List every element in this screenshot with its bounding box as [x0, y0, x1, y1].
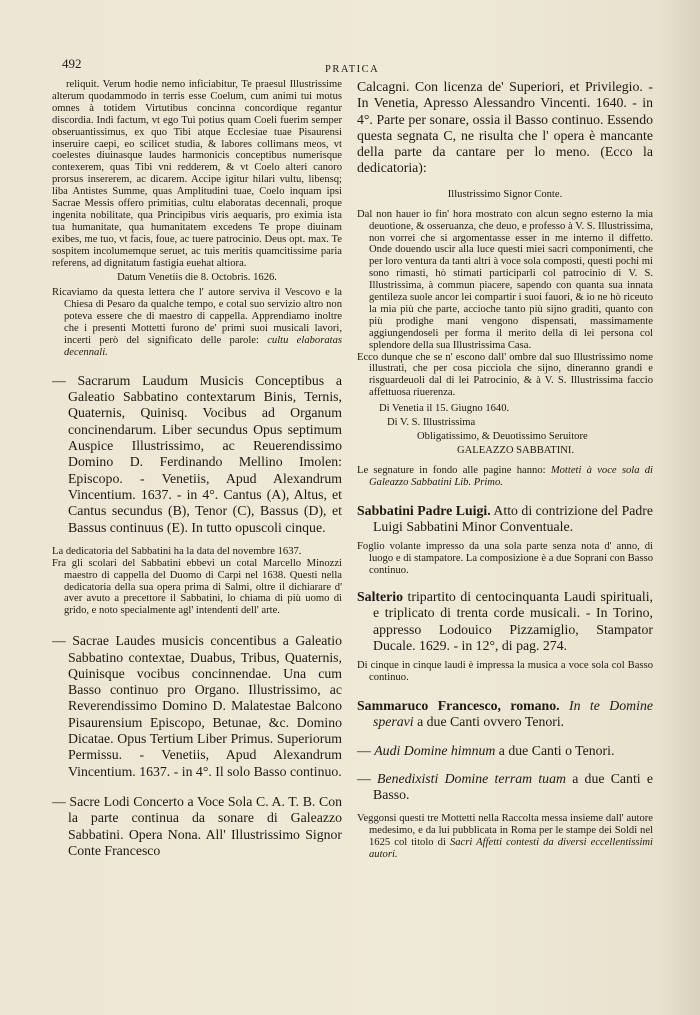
entry-audi-domine [357, 743, 653, 759]
dedication-closing-title: Obligatissimo, & Deuotissimo Seruitore [417, 431, 588, 442]
entry-sacre-lodi: — Sacre Lodi Concerto a Voce Sola C. A. T. B. Con la parte continua da sonare di Galeazzo Sabbatini. Opera Nona. All' Illustrissimo Signor Conte Francesco [52, 793, 342, 858]
latin-letter-date: Datum Venetiis die 8. Octobris. 1626. [117, 271, 277, 283]
dedication-signature: GALEAZZO SABBATINI. [457, 444, 575, 456]
note-letter-commentary [52, 287, 342, 358]
entry-sammaruco-text: a due Canti ovvero Tenori. [413, 714, 565, 730]
left-column [52, 79, 342, 859]
note-sacri-affetti-main: Veggonsi questi tre Mottetti nella Raccolta messa insieme dall' autore medesimo, e da lui pubblicata in Roma per le stampe dei Soldi nel 1625 col titolo di [357, 813, 653, 849]
entry-salterio-text: tripartito di centocinquanta Laudi spirituali, e triplicato di trenta corde musicali. - In Torino, appresso Lodouico Pizzamiglio, Stampator Ducale. 1629. - in 12°, di pag. 274. [373, 588, 653, 653]
entry-benedixisti-dash: — [357, 770, 371, 786]
entry-sammaruco-heading: Sammaruco Francesco, romano. [357, 697, 560, 713]
entry-benedixisti-text: a due Canti e Basso. [373, 770, 653, 803]
right-column [357, 79, 653, 861]
entry-sacrae-laudes: — Sacrae Laudes musicis concentibus a Galeatio Sabbatino contextae, Duabus, Tribus, Quaternis, Quinisque vocibus concinnendae. Una cum Basso continuo pro Organo. Illustrissimo, ac Reverendissimo Domino D. Malatestae Balcono Pisaurensium Episcopo, Betunae, &c. Domino Dicatae. Opus Tertium Liber Primus. Superiorum Permissu. - Venetiis, Apud Alexandrum Vincentium. 1637. - in 4°. Il solo Basso continuo. [52, 633, 342, 779]
note-letter-commentary-quote: cultu elaboratas decennali. [64, 335, 342, 358]
dedication-closing: Di V. S. Illustrissima [387, 417, 476, 429]
page-number: 492 [62, 56, 82, 71]
note-letter-commentary-main: Ricaviamo da questa lettera che l' autore serviva il Vescovo e la Chiesa di Pesaro da qualche tempo, e cotal suo servizio altro non poteva essere che di maestro di cappella. Apprendiamo inoltre che i presenti Mottetti furono de' primi suoi musicali lavori, incerti però del significato delle parole: [52, 287, 342, 347]
entry-audi-domine-text: a due Canti o Tenori. [495, 742, 615, 758]
entry-sabbatini-luigi-text: Atto di contrizione del Padre Luigi Sabbatini Minor Conventuale. [373, 502, 653, 534]
entry-sabbatini-luigi-heading: Sabbatini Padre Luigi. [357, 502, 491, 518]
entry-audi-domine-dash: — [357, 742, 371, 758]
entry-benedixisti [357, 771, 653, 804]
entry-sacrarum-laudum: — Sacrarum Laudum Musicis Conceptibus a Galeatio Sabbatino contextarum Binis, Ternis, Quaternis, Quinisq. Vocibus ad Organum concinendarum. Liber secundus Opus septimum Auspice Illustrissimo, ac Reuerendissimo Domino D. Ferdinando Mellino Imolen: Episcopo. - Venetiis, Apud Alexandrum Vincentium. 1637. - in 4°. Cantus (A), Altus, et Cantus secundus (B), Tenor (C), Bassus (D), et Bassus continuus (E). In tutto opuscoli cinque. [52, 372, 342, 535]
note-sabbatini-luigi: Foglio volante impresso da una sola parte senza nota d' anno, di luogo e di stampatore. La composizione è a due Soprani con Basso continuo. [357, 541, 653, 577]
entry-sammaruco [357, 698, 653, 731]
dedication-letter-paragraph-2: Ecco dunque che se n' escono dall' ombre dal suo Illustrissimo nome illustrati, che per cosa picciola che sijno, dineranno grandi e risguardeuoli dal di lei Patrocinio, & à V. S. Illustrissima faccio affettuosa riuerenza. [357, 351, 653, 399]
note-signatures [357, 465, 653, 489]
note-salterio: Di cinque in cinque laudi è impressa la musica a voce sola col Basso continuo. [357, 660, 653, 684]
latin-letter-text: reliquit. Verum hodie nemo inficiabitur, Te praesul Illustrissime alterum quodammodo in terris esse Coelum, cum animi tui motus omnes à totidem Virtutibus concinna concordique regantur discordia. Indi factum, vt ego Tui potius quam Coeli fuerim semper obseruantissimus, ex quo Tibi atque Ecclesiae tuae Pisaurensi inseruire caepi, eo scilicet studia, & labores collimans meos, vt coelestes diuinasque laudes harmonicis conceptibus numerisque contexerem, quas Tibi vni redderem, & vt Coelo alteri canoro prorsus insererem, ac dicarem. Accipe igitur hilari vultu, libensq; liba Antistes Summe, quas Amplitudini tuae, Coelo inquam ipsi Sacrae Messis offero primitias, cultu elaboratas decennali, proque ingenita nobilitate, qua Principibus viris aequaris, pro eximia ista tua humanitate, qua humanitatem excedens Te prope diuinam exibes, me tuo, vt facis, foue, ac tuere patrocinio. Deus opt. max. Te sospitem incolumemque seruet, ac tuis meritis quamcitissime paria referens, ad dignitatum fastigia euehat altiora. [52, 79, 342, 269]
note-signatures-main: Le segnature in fondo alle pagine hanno: [357, 464, 551, 476]
dedication-letter-paragraph-1: Dal non hauer io fin' hora mostrato con alcun segno esterno la mia deuotione, & osseruanza, che deuo, e professo à V. S. Illustrissima, non vorrei che si argomentasse esser in me interno il diffetto. Onde douendo uscir alla luce questi miei sacri componimenti, che per loro ventura da tanti altri à voce sola composti, questi pochi mi sono rimasti, hò stimati participarli col patrocinio di V. S. Illustrissima, à commun piacere, sapendo con quanta sua innata gentileza suole ancor lei compartir i suoi fauori, & io ne hò riceuto la mia più che parte, accioche tanto più sijno graditi, quanto con più prodighe mani vengono dispensati, massimamente aggiungendoseli per forma il merito della di lei persona col splendore della sua Illustrissima Casa. [357, 208, 653, 351]
entry-salterio-heading: Salterio [357, 588, 403, 604]
note-dedication-date: La dedicatoria del Sabbatini ha la data del novembre 1637. [52, 545, 302, 557]
entry-benedixisti-title: Benedixisti Domine terram tuam [377, 770, 566, 786]
entry-salterio [357, 589, 653, 654]
dedication-date: Di Venetia il 15. Giugno 1640. [379, 403, 510, 415]
running-title: PRATICA [325, 64, 380, 75]
note-sacri-affetti-title: Sacri Affetti contesti da diversi eccellentissimi autori. [369, 837, 653, 861]
note-signatures-quote: Motteti à voce sola di Galeazzo Sabbatini Lib. Primo. [369, 464, 653, 488]
entry-sabbatini-luigi [357, 503, 653, 536]
dedication-salutation: Illustrissimo Signor Conte. [447, 188, 563, 200]
entry-audi-domine-title: Audi Domine himnum [374, 742, 496, 758]
entry-sammaruco-title: In te Domine speravi [373, 697, 653, 730]
note-sacri-affetti [357, 813, 653, 861]
entry-sacre-lodi-continued: Calcagni. Con licenza de' Superiori, et Privilegio. - In Venetia, Apresso Alessandro Vincenti. 1640. - in 4°. Parte per sonare, ossia il Basso continuo. Essendo questa segnata C, ne risulta che l' opera è mancante della parte da cantare per lo meno. (Ecco la dedicatoria): [357, 79, 653, 176]
note-minozzi: Fra gli scolari del Sabbatini ebbevi un cotal Marcello Minozzi maestro di cappella del Duomo di Carpi nel 1638. Questi nella dedicatoria della sua opera prima di Salmi, oltre il dichiarare d' aver avuto a precettore il Sabbatini, lo chiama di più uomo di grido, e noto specialmente agl' intendenti dell' arte. [52, 557, 342, 617]
